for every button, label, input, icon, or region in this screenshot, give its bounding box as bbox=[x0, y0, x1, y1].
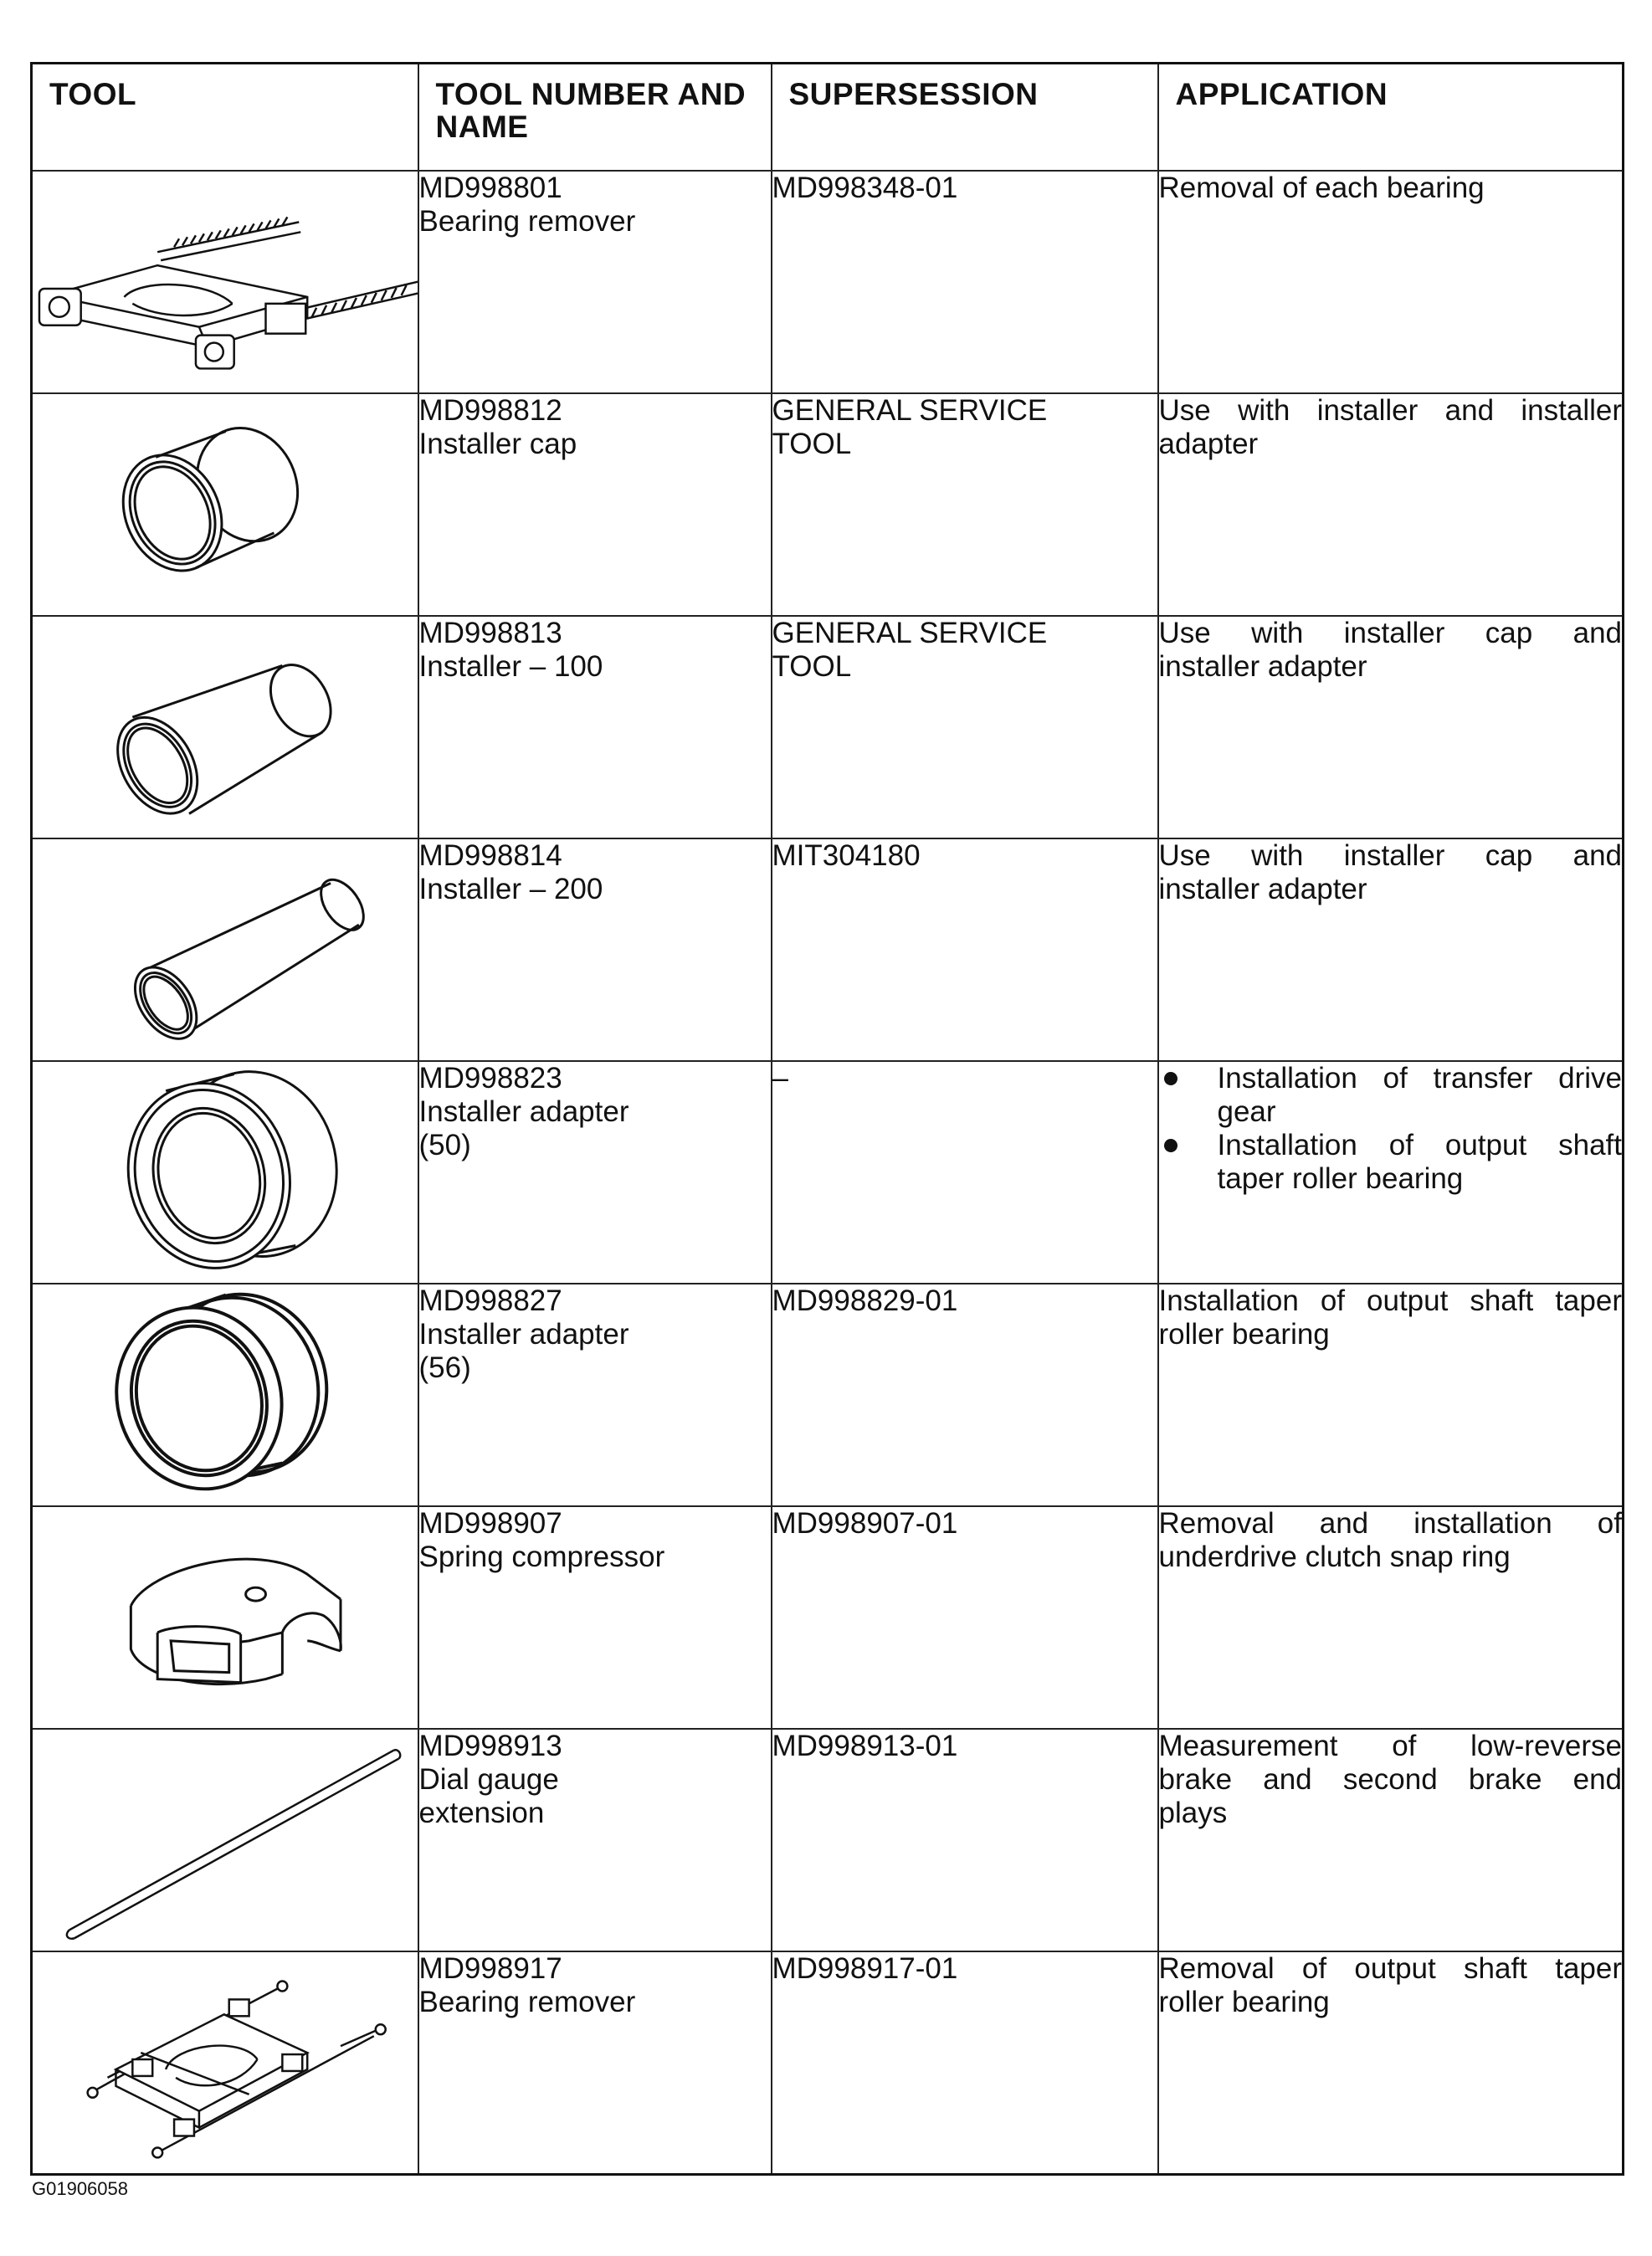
table-row bbox=[32, 1951, 1624, 2175]
tool-name-line: Installer cap bbox=[418, 428, 577, 460]
table-row bbox=[32, 616, 1624, 838]
tool-number-cell bbox=[418, 1284, 772, 1506]
tool-number-cell bbox=[418, 1061, 772, 1284]
tool-name-line: Installer – 100 bbox=[418, 650, 603, 683]
supersession-cell bbox=[772, 1951, 1158, 2175]
application-line: Removal of each bearing bbox=[1158, 172, 1485, 204]
header-tool-number-line-1: TOOL NUMBER AND bbox=[435, 77, 746, 111]
header-supersession: SUPERSESSION bbox=[772, 64, 1158, 172]
supersession-cell bbox=[772, 1506, 1158, 1729]
tool-number: MD998823 bbox=[418, 1062, 562, 1095]
tool-name-line: Installer – 200 bbox=[418, 873, 603, 905]
installer-cap-icon bbox=[33, 394, 418, 615]
tool-name-line: Spring compressor bbox=[418, 1541, 665, 1573]
application-cell bbox=[1158, 1729, 1624, 1951]
table-row bbox=[32, 1506, 1624, 1729]
application-line: Removal of output shaft taper bbox=[1158, 1952, 1622, 1985]
header-tool: TOOL bbox=[32, 64, 418, 172]
tool-name-line: extension bbox=[418, 1797, 545, 1829]
tool-name-line: Installer adapter bbox=[418, 1318, 629, 1351]
application-line: underdrive clutch snap ring bbox=[1158, 1541, 1511, 1573]
application-line: Use with installer cap and bbox=[1158, 617, 1622, 649]
tool-number: MD998827 bbox=[418, 1284, 562, 1317]
tool-number: MD998801 bbox=[418, 172, 562, 204]
supersession-line: GENERAL SERVICE bbox=[772, 617, 1048, 649]
application-bullet-list bbox=[1159, 1062, 1623, 1196]
table-row bbox=[32, 1061, 1624, 1284]
dial-gauge-extension-rod-icon bbox=[33, 1730, 418, 1951]
supersession-line: MD998917-01 bbox=[772, 1952, 958, 1985]
application-cell bbox=[1158, 1506, 1624, 1729]
header-application: APPLICATION bbox=[1158, 64, 1624, 172]
table-row bbox=[32, 838, 1624, 1061]
application-line: installer adapter bbox=[1158, 873, 1367, 905]
tool-number: MD998907 bbox=[418, 1507, 562, 1540]
application-line: brake and second brake end bbox=[1158, 1763, 1622, 1796]
tool-image-cell bbox=[32, 393, 418, 616]
supersession-cell bbox=[772, 171, 1158, 393]
tool-number-cell bbox=[418, 171, 772, 393]
tool-number: MD998812 bbox=[418, 394, 562, 427]
application-cell bbox=[1158, 393, 1624, 616]
supersession-line: MD998913-01 bbox=[772, 1730, 958, 1762]
tool-number-cell bbox=[418, 616, 772, 838]
bearing-remover-clamp-icon bbox=[33, 172, 418, 392]
supersession-cell bbox=[772, 616, 1158, 838]
tool-number-cell bbox=[418, 1729, 772, 1951]
application-line: adapter bbox=[1158, 428, 1259, 460]
supersession-line: TOOL bbox=[772, 650, 852, 683]
tool-name-line: (56) bbox=[418, 1351, 471, 1384]
application-cell bbox=[1158, 1284, 1624, 1506]
tool-number: MD998917 bbox=[418, 1952, 562, 1985]
tool-name-line: Bearing remover bbox=[418, 205, 636, 238]
header-tool-number-line-2: NAME bbox=[435, 110, 529, 144]
tool-image-cell bbox=[32, 1506, 418, 1729]
tool-image-cell bbox=[32, 616, 418, 838]
special-tools-table bbox=[30, 62, 1624, 2176]
header-tool-number-and-name bbox=[418, 64, 772, 172]
application-cell bbox=[1158, 171, 1624, 393]
application-line: plays bbox=[1158, 1797, 1228, 1829]
tool-name-line: Bearing remover bbox=[418, 1986, 636, 2018]
supersession-cell bbox=[772, 1061, 1158, 1284]
supersession-cell bbox=[772, 393, 1158, 616]
tool-number-cell bbox=[418, 1506, 772, 1729]
application-line: installer adapter bbox=[1158, 650, 1367, 683]
installer-adapter-ring-thick-icon bbox=[33, 1284, 418, 1505]
application-bullet: Installation of output shaft taper roller bearing bbox=[1159, 1129, 1623, 1196]
supersession-line: MD998829-01 bbox=[772, 1284, 958, 1317]
supersession-cell bbox=[772, 838, 1158, 1061]
table-row bbox=[32, 393, 1624, 616]
installer-tube-short-icon bbox=[33, 617, 418, 838]
application-line: Use with installer and installer bbox=[1158, 394, 1622, 427]
tool-number: MD998913 bbox=[418, 1730, 562, 1762]
application-line: Measurement of low-reverse bbox=[1158, 1730, 1622, 1762]
application-bullet: Installation of transfer drive gear bbox=[1159, 1062, 1623, 1129]
bearing-remover-split-plate-icon bbox=[33, 1952, 418, 2173]
table-row bbox=[32, 1284, 1624, 1506]
tool-image-cell bbox=[32, 1284, 418, 1506]
spring-compressor-icon bbox=[33, 1507, 418, 1728]
tool-name-line: Installer adapter bbox=[418, 1095, 629, 1128]
supersession-line: TOOL bbox=[772, 428, 852, 460]
tool-number: MD998813 bbox=[418, 617, 562, 649]
application-line: Use with installer cap and bbox=[1158, 839, 1622, 872]
supersession-line: MIT304180 bbox=[772, 839, 921, 872]
supersession-line: GENERAL SERVICE bbox=[772, 394, 1048, 427]
figure-code: G01906058 bbox=[32, 2178, 128, 2199]
installer-adapter-ring-icon bbox=[33, 1062, 418, 1283]
installer-tube-long-icon bbox=[33, 839, 418, 1060]
table-row bbox=[32, 1729, 1624, 1951]
table-row bbox=[32, 171, 1624, 393]
tool-image-cell bbox=[32, 1729, 418, 1951]
supersession-cell bbox=[772, 1284, 1158, 1506]
application-cell bbox=[1158, 1951, 1624, 2175]
tool-image-cell bbox=[32, 1951, 418, 2175]
tool-number-cell bbox=[418, 838, 772, 1061]
supersession-line: MD998907-01 bbox=[772, 1507, 958, 1540]
tool-name-line: Dial gauge bbox=[418, 1763, 559, 1796]
supersession-cell bbox=[772, 1729, 1158, 1951]
tool-image-cell bbox=[32, 1061, 418, 1284]
application-cell bbox=[1158, 838, 1624, 1061]
application-line: roller bearing bbox=[1158, 1986, 1330, 2018]
tool-number: MD998814 bbox=[418, 839, 562, 872]
tool-image-cell bbox=[32, 838, 418, 1061]
supersession-line: – bbox=[772, 1062, 788, 1095]
application-line: roller bearing bbox=[1158, 1318, 1330, 1351]
application-line: Removal and installation of bbox=[1158, 1507, 1622, 1540]
application-line: Installation of output shaft taper bbox=[1158, 1284, 1622, 1317]
tool-image-cell bbox=[32, 171, 418, 393]
tool-number-cell bbox=[418, 393, 772, 616]
supersession-line: MD998348-01 bbox=[772, 172, 958, 204]
application-cell bbox=[1158, 1061, 1624, 1284]
tool-name-line: (50) bbox=[418, 1129, 471, 1161]
header-row bbox=[32, 64, 1624, 172]
application-cell bbox=[1158, 616, 1624, 838]
tool-number-cell bbox=[418, 1951, 772, 2175]
